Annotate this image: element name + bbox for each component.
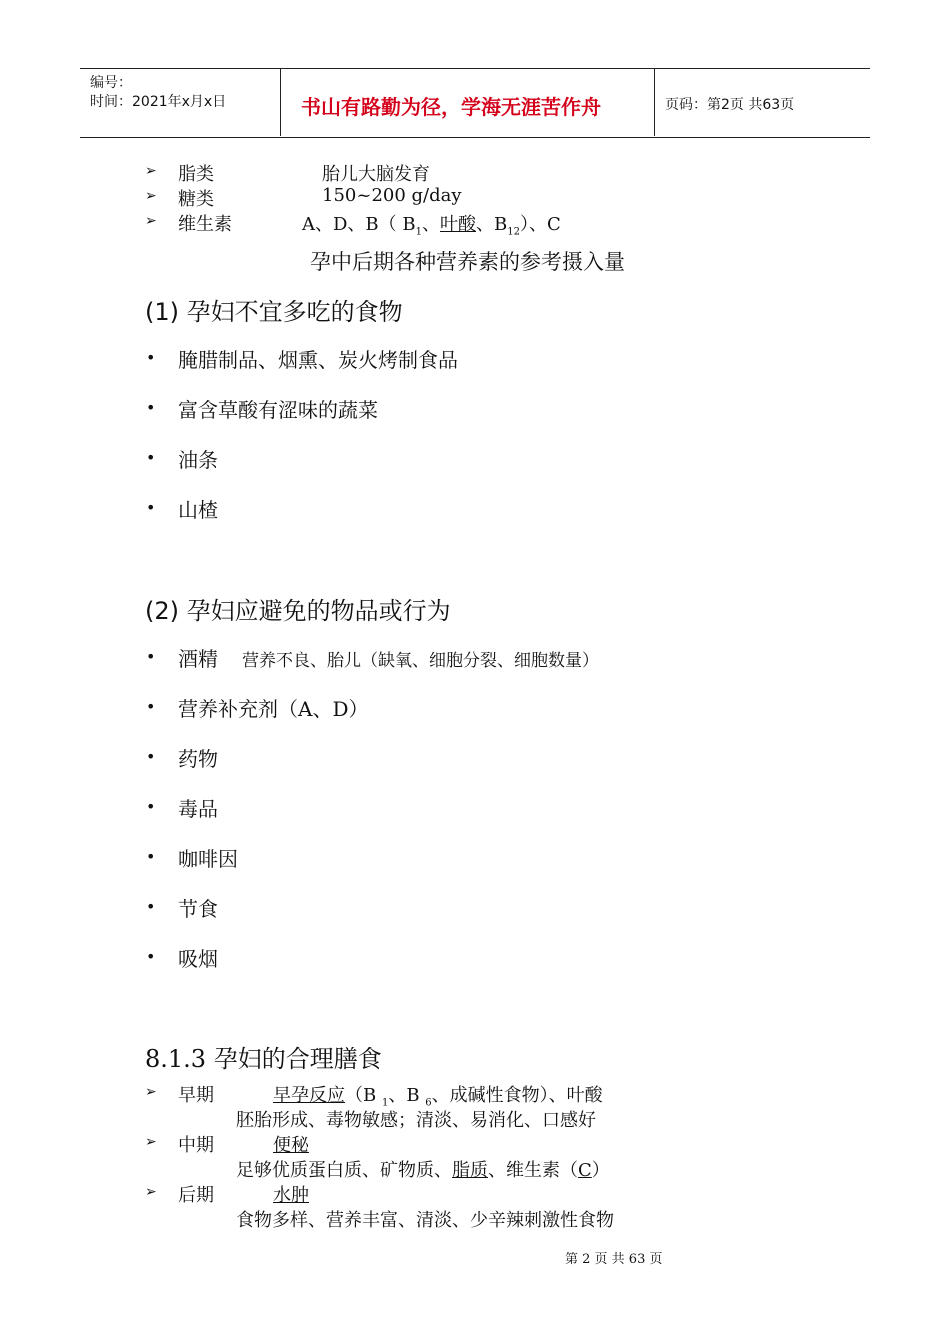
nutrient-name: 糖类 <box>178 189 214 210</box>
list-item: 药物 <box>178 747 218 771</box>
bullet-icon: • <box>146 897 156 916</box>
list-item-note: 营养不良、胎儿（缺氧、细胞分裂、细胞数量） <box>242 651 599 671</box>
list-item: 腌腊制品、烟熏、炭火烤制食品 <box>178 348 458 372</box>
doc-number-label: 编号： <box>90 75 132 91</box>
nutrient-desc: 150~200 g/day <box>322 185 462 206</box>
page-info: 页码：第2页 共63页 <box>665 97 795 113</box>
header-motto: 书山有路勤为径，学海无涯苦作舟 <box>301 95 601 119</box>
stage-detail: 便秘 <box>273 1135 309 1156</box>
list-item: 咖啡因 <box>178 847 238 871</box>
bullet-icon: • <box>146 947 156 966</box>
list-item: 营养补充剂（A、D） <box>178 697 369 721</box>
table-caption: 孕中后期各种营养素的参考摄入量 <box>310 250 625 274</box>
nutrient-desc: 胎儿大脑发育 <box>322 164 430 185</box>
stage-detail: 水肿 <box>273 1185 309 1206</box>
bullet-icon: • <box>146 797 156 816</box>
page-footer: 第 2 页 共 63 页 <box>565 1252 663 1267</box>
section-title: (2) 孕妇应避免的物品或行为 <box>145 597 451 625</box>
arrow-bullet-icon: ➢ <box>145 188 157 204</box>
stage-advice: 足够优质蛋白质、矿物质、脂质、维生素（C） <box>236 1160 610 1181</box>
bullet-icon: • <box>146 697 156 716</box>
bullet-icon: • <box>146 348 156 367</box>
doc-date-label: 时间：2021年x月x日 <box>90 94 227 110</box>
list-item: 吸烟 <box>178 947 218 971</box>
list-item: 油条 <box>178 448 218 472</box>
list-item: 节食 <box>178 897 218 921</box>
bullet-icon: • <box>146 398 156 417</box>
bullet-icon: • <box>146 747 156 766</box>
stage-detail: 早孕反应（B $_1$、B $_6$、成碱性食物）、叶酸 <box>273 1085 603 1109</box>
stage-advice: 胚胎形成、毒物敏感；清淡、易消化、口感好 <box>236 1110 596 1131</box>
header-divider <box>654 68 655 136</box>
arrow-bullet-icon: ➢ <box>145 1134 157 1150</box>
list-item: 酒精 <box>178 647 218 671</box>
stage-advice: 食物多样、营养丰富、清淡、少辛辣刺激性食物 <box>236 1210 614 1231</box>
bullet-icon: • <box>146 498 156 517</box>
section-title: (1) 孕妇不宜多吃的食物 <box>145 298 403 326</box>
nutrient-name: 脂类 <box>178 164 214 185</box>
list-item: 毒品 <box>178 797 218 821</box>
arrow-bullet-icon: ➢ <box>145 1184 157 1200</box>
list-item: 山楂 <box>178 498 218 522</box>
bullet-icon: • <box>146 647 156 666</box>
nutrient-name: 维生素 <box>178 214 232 235</box>
header-divider <box>280 68 281 136</box>
nutrient-desc: A、D、B（ $B_1$、叶酸、$B_{12}$）、C <box>302 214 561 238</box>
stage-label: 后期 <box>178 1185 214 1206</box>
arrow-bullet-icon: ➢ <box>145 213 157 229</box>
stage-label: 早期 <box>178 1085 214 1106</box>
list-item: 富含草酸有涩味的蔬菜 <box>178 398 378 422</box>
arrow-bullet-icon: ➢ <box>145 163 157 179</box>
stage-label: 中期 <box>178 1135 214 1156</box>
arrow-bullet-icon: ➢ <box>145 1084 157 1100</box>
section-title: 8.1.3 孕妇的合理膳食 <box>145 1045 382 1073</box>
bullet-icon: • <box>146 448 156 467</box>
bullet-icon: • <box>146 847 156 866</box>
